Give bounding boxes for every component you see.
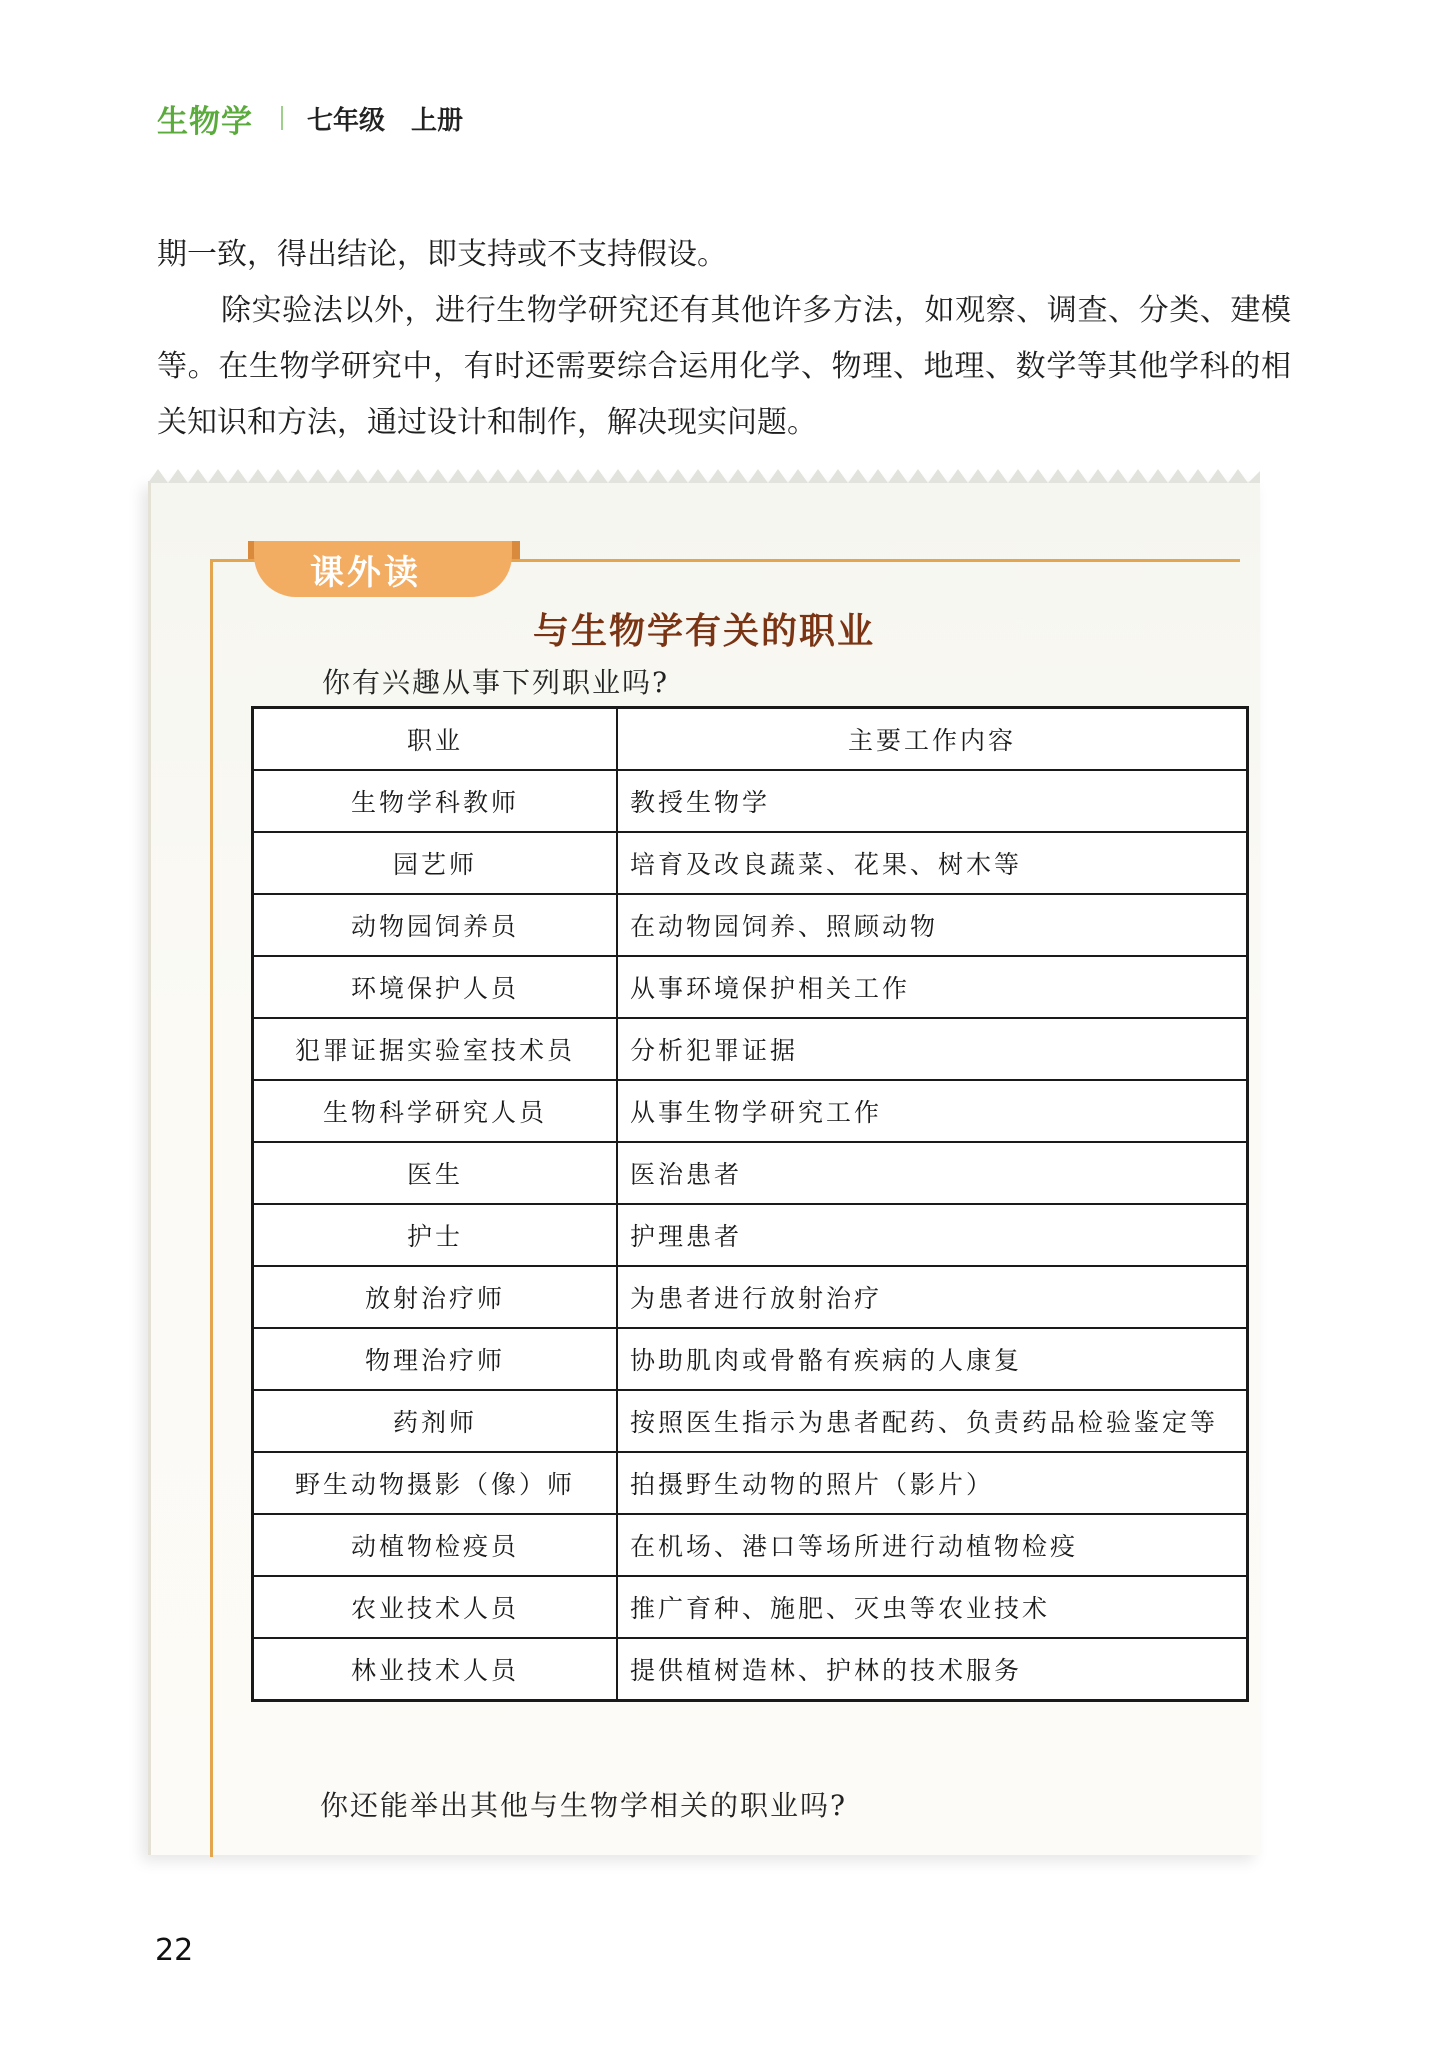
header-separator xyxy=(281,106,283,130)
table-row xyxy=(253,1452,1248,1514)
duty-cell: 护理患者 xyxy=(617,1204,1248,1266)
table-row xyxy=(253,832,1248,894)
zigzag-edge xyxy=(148,463,1260,483)
career-cell: 生物学科教师 xyxy=(253,770,618,832)
career-cell: 环境保护人员 xyxy=(253,956,618,1018)
table-row xyxy=(253,1576,1248,1638)
duty-cell: 分析犯罪证据 xyxy=(617,1018,1248,1080)
duty-cell: 从事环境保护相关工作 xyxy=(617,956,1248,1018)
career-cell: 野生动物摄影（像）师 xyxy=(253,1452,618,1514)
duty-cell: 协助肌肉或骨骼有疾病的人康复 xyxy=(617,1328,1248,1390)
table-row xyxy=(253,1638,1248,1701)
career-cell: 动植物检疫员 xyxy=(253,1514,618,1576)
table-row xyxy=(253,1514,1248,1576)
subject-title: 生物学 xyxy=(157,103,253,140)
career-cell: 放射治疗师 xyxy=(253,1266,618,1328)
page-number: 22 xyxy=(155,1933,194,1968)
volume-label: 上册 xyxy=(411,105,464,136)
table-row xyxy=(253,1142,1248,1204)
frame-left-line xyxy=(210,559,213,1857)
career-cell: 犯罪证据实验室技术员 xyxy=(253,1018,618,1080)
career-cell: 物理治疗师 xyxy=(253,1328,618,1390)
careers-table xyxy=(251,706,1249,1702)
box-title: 与生物学有关的职业 xyxy=(532,610,875,652)
duty-cell: 从事生物学研究工作 xyxy=(617,1080,1248,1142)
body-paragraph-1: 期一致，得出结论，即支持或不支持假设。 xyxy=(157,237,727,272)
table-row xyxy=(253,1266,1248,1328)
page-header xyxy=(157,98,463,138)
career-cell: 医生 xyxy=(253,1142,618,1204)
table-row xyxy=(253,1390,1248,1452)
reading-box xyxy=(148,481,1260,1855)
table-header-row xyxy=(253,708,1248,771)
table-row xyxy=(253,1080,1248,1142)
table-row xyxy=(253,1204,1248,1266)
duty-cell: 为患者进行放射治疗 xyxy=(617,1266,1248,1328)
table-row xyxy=(253,1018,1248,1080)
duty-cell: 提供植树造林、护林的技术服务 xyxy=(617,1638,1248,1701)
grade-label: 七年级 xyxy=(307,105,386,136)
ending-question: 你还能举出其他与生物学相关的职业吗? xyxy=(320,1789,848,1822)
career-cell: 园艺师 xyxy=(253,832,618,894)
table-row xyxy=(253,894,1248,956)
career-cell: 林业技术人员 xyxy=(253,1638,618,1701)
career-cell: 药剂师 xyxy=(253,1390,618,1452)
intro-question: 你有兴趣从事下列职业吗? xyxy=(322,666,670,699)
duty-cell: 教授生物学 xyxy=(617,770,1248,832)
career-cell: 护士 xyxy=(253,1204,618,1266)
table-row xyxy=(253,956,1248,1018)
body-paragraph-2: 除实验法以外，进行生物学研究还有其他许多方法，如观察、调查、分类、建模等。在生物学研究中，有时还需要综合运用化学、物理、地理、数学等其他学科的相关知识和方法，通过设计和制作，解决现实问题。 xyxy=(157,293,1291,440)
table-row xyxy=(253,770,1248,832)
header-career: 职业 xyxy=(253,708,618,771)
table-row xyxy=(253,1328,1248,1390)
header-duties: 主要工作内容 xyxy=(617,708,1248,771)
duty-cell: 培育及改良蔬菜、花果、树木等 xyxy=(617,832,1248,894)
duty-cell: 按照医生指示为患者配药、负责药品检验鉴定等 xyxy=(617,1390,1248,1452)
duty-cell: 拍摄野生动物的照片（影片） xyxy=(617,1452,1248,1514)
duty-cell: 在动物园饲养、照顾动物 xyxy=(617,894,1248,956)
duty-cell: 在机场、港口等场所进行动植物检疫 xyxy=(617,1514,1248,1576)
career-cell: 农业技术人员 xyxy=(253,1576,618,1638)
reading-tab: 课外读 xyxy=(254,541,512,597)
duty-cell: 医治患者 xyxy=(617,1142,1248,1204)
career-cell: 动物园饲养员 xyxy=(253,894,618,956)
duty-cell: 推广育种、施肥、灭虫等农业技术 xyxy=(617,1576,1248,1638)
career-cell: 生物科学研究人员 xyxy=(253,1080,618,1142)
